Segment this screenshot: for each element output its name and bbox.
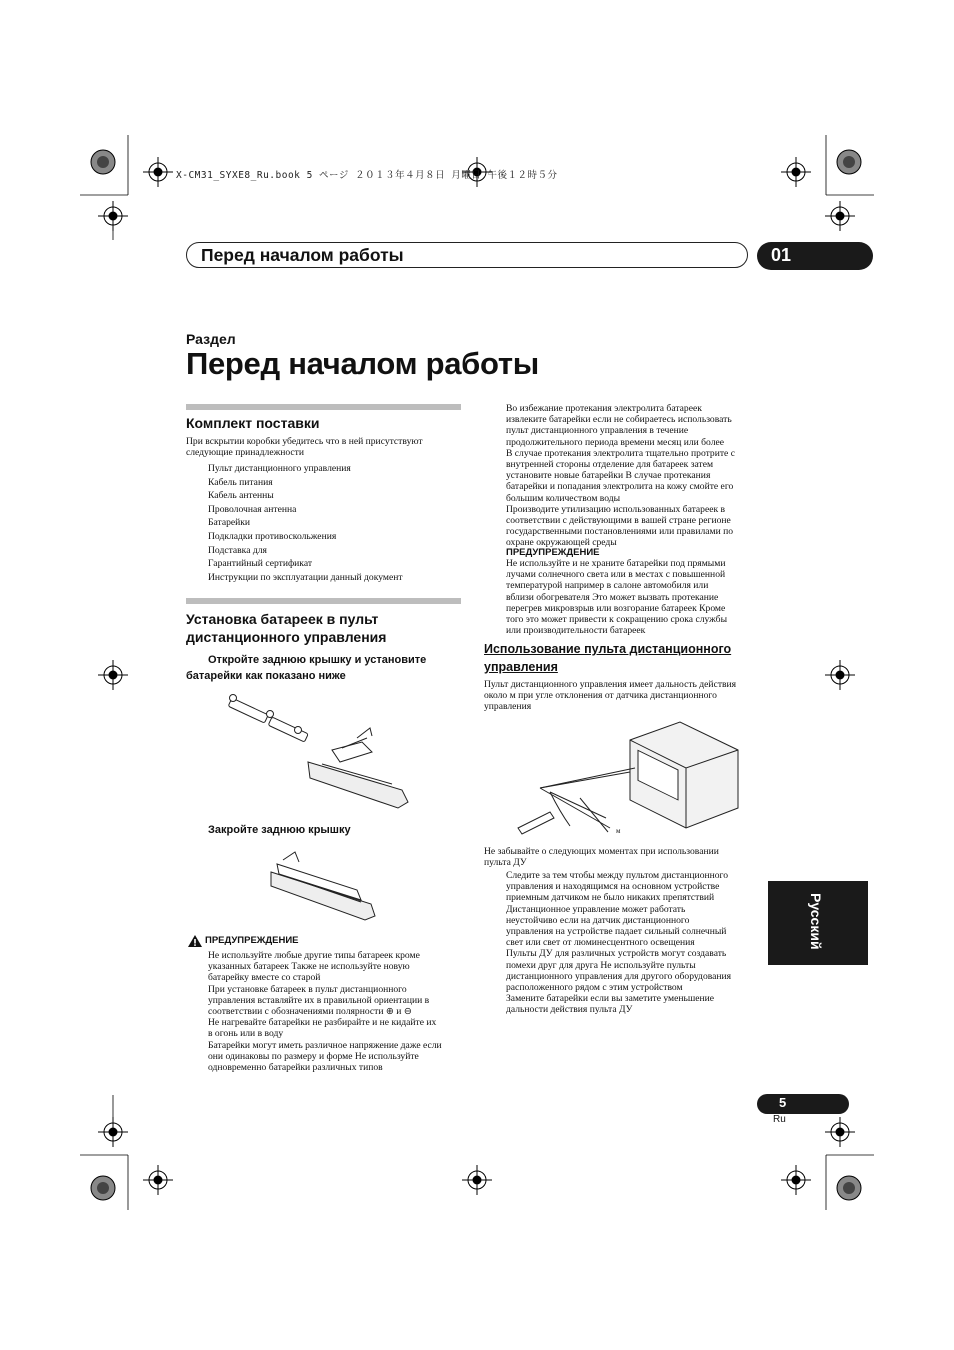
warning-triangle-icon (188, 935, 202, 947)
star-target-icon (837, 150, 861, 174)
page-number: 5 (779, 1095, 787, 1110)
chapter-badge (757, 242, 873, 270)
list-item: Подкладки противоскольжения (208, 530, 337, 542)
remote-range-diagram (510, 720, 750, 840)
chapter-number: 01 (771, 245, 792, 265)
crosshair-icon (462, 1165, 492, 1195)
section-rule (186, 598, 461, 604)
star-target-icon (91, 1176, 115, 1200)
crosshair-icon (98, 660, 128, 690)
crosshair-icon (143, 1165, 173, 1195)
crosshair-icon (781, 157, 811, 187)
star-target-icon (837, 1176, 861, 1200)
list-item: Гарантийный сертификат (208, 558, 313, 570)
package-heading: Комплект поставки (186, 415, 320, 431)
storage-warnings: Не используйте и не храните батарейки под прямыми лучами солнечного света или в местах с повышенной температурой например в салоне автомобиля или вблизи обогревателя Это может вызвать протекание перегрев микровзрыв или возгорание батареек Кроме того это может привести к сокращению срока службы или производительности батареек (506, 558, 728, 637)
language-tab (768, 881, 868, 965)
batteries-heading: Установка батареек в пульт дистанционного управления (186, 611, 387, 645)
electrolyte-text: Во избежание протекания электролита батареек извлеките батарейки если не собираетесь использовать пульт дистанционного управления в течение продолжительного периода времени месяц или более В случае протекания электролита тщательно протрите с внутренней стороны отделение для батареек затем установите новые батарейки В случае протекания батарейки и попадания электролита на кожу смойте его большим количеством воды Производите утилизацию использованных батареек в соответствии с действующими в вашей стране регионе государственными постановлениями или правилами по охране окружающей среды (506, 403, 735, 549)
star-target-icon (91, 150, 115, 174)
running-header-title: Перед началом работы (201, 245, 404, 265)
running-header (186, 242, 748, 268)
crosshair-icon (143, 157, 173, 187)
remote-range-text: Пульт дистанционного управления имеет дальность действия около м при угле отклонения от датчика дистанционного управления (484, 679, 737, 713)
list-item: Батарейки (208, 517, 251, 529)
list-item: Кабель питания (208, 476, 273, 488)
language-tab-label: Русский (808, 893, 824, 950)
warning-label: ПРЕДУПРЕЖДЕНИЕ (205, 935, 299, 946)
print-header: X-CM31_SYXE8_Ru.book 5 ページ ２０１３年４月８日 月曜日 午後１２時５分 (176, 170, 558, 181)
list-item: Пульт дистанционного управления (208, 463, 351, 474)
remote-note: Не забывайте о следующих моментах при использовании пульта ДУ (484, 846, 719, 869)
crosshair-icon (825, 1117, 855, 1147)
battery-warnings: Не используйте любые другие типы батареек кроме указанных батареек Также не используйте новую батарейку вместе со старой При установке батареек в пульт дистанционного управления вставляйте их в правильной ориентации в соответствии с обозначениями полярности ⊕ и ⊖ Не нагревайте батарейки не разбирайте и не кидайте их в огонь или в воду Батарейки могут иметь различное напряжение даже если они одинаковы по размеру и форме Не используйте одновременно батарейки различных типов (208, 950, 442, 1074)
list-item: Подставка для (208, 544, 267, 556)
crosshair-icon (98, 1117, 128, 1147)
warning-label: ПРЕДУПРЕЖДЕНИЕ (506, 547, 600, 558)
page-language: Ru (773, 1114, 786, 1125)
battery-insertion-illustration (222, 690, 422, 820)
section-label: Раздел (186, 331, 236, 347)
list-item: Инструкции по эксплуатации данный документ (208, 571, 403, 583)
close-cover-illustration (265, 842, 385, 922)
crosshair-icon (98, 201, 128, 231)
section-rule (186, 404, 461, 410)
page-number-badge (757, 1094, 849, 1114)
crosshair-icon (781, 1165, 811, 1195)
list-item: Кабель антенны (208, 490, 274, 502)
crosshair-icon (825, 201, 855, 231)
step-2: Закройте заднюю крышку (208, 824, 351, 836)
remote-points: Следите за тем чтобы между пультом дистанционного управления и находящимся на основном устройстве приемным датчиком не было никаких препятствий Дистанционное управление может работать неустойчиво если на датчик дистанционного управления на устройстве падает сильный солнечный свет или свет от люминесцентного освещения Пульты ДУ для различных устройств могут создавать помехи друг для друга Не используйте пульты дистанционного управления для другого оборудования расположенного рядом с этим устройством Замените батарейки если вы заметите уменьшение дальности действия пульта ДУ (506, 870, 732, 1016)
diagram-label: м (616, 827, 621, 835)
page-title: Перед началом работы (186, 346, 539, 381)
list-item: Проволочная антенна (208, 503, 297, 515)
package-intro: При вскрытии коробки убедитесь что в ней присутствуют следующие принадлежности (186, 436, 423, 459)
remote-use-heading: Использование пульта дистанционного управления (484, 642, 732, 674)
crosshair-icon (825, 660, 855, 690)
step-1: Откройте заднюю крышку и установите батарейки как показано ниже (186, 654, 427, 682)
package-list (208, 462, 403, 584)
